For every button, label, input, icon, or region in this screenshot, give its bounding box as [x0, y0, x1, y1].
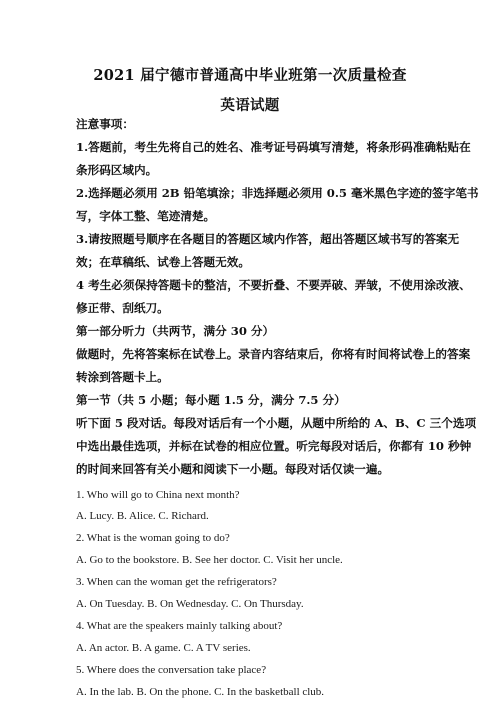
notice-3-line-1: 3.请按照题号顺序在各题目的答题区域内作答，超出答题区域书写的答案无: [76, 232, 460, 246]
part1-instruction-line-1: 做题时，先将答案标在试卷上。录音内容结束后，你将有时间将试卷上的答案: [76, 347, 471, 361]
notice-1-line-2: 条形码区域内。: [76, 163, 158, 177]
question-3: 3. When can the woman get the refrigerators?: [76, 576, 277, 588]
section1-instruction-line-1: 听下面 5 段对话。每段对话后有一个小题，从题中所给的 A、B、C 三个选项: [76, 416, 477, 430]
section1-heading: 第一节（共 5 小题；每小题 1.5 分，满分 7.5 分）: [76, 393, 346, 407]
notice-1-line-1: 1.答题前，考生先将自己的姓名、准考证号码填写清楚，将条形码准确粘贴在: [76, 140, 471, 154]
part1-heading: 第一部分听力（共两节，满分 30 分）: [76, 324, 275, 338]
question-3-options: A. On Tuesday. B. On Wednesday. C. On Thursday.: [76, 598, 304, 610]
notice-2-line-1: 2.选择题必须用 2B 铅笔填涂；非选择题必须用 0.5 毫米黑色字迹的签字笔书: [76, 186, 479, 200]
question-4: 4. What are the speakers mainly talking about?: [76, 620, 283, 632]
notice-3-line-2: 效；在草稿纸、试卷上答题无效。: [76, 255, 250, 269]
notice-heading: 注意事项：: [76, 117, 134, 131]
notice-2-line-2: 写，字体工整、笔迹清楚。: [76, 209, 216, 223]
question-2: 2. What is the woman going to do?: [76, 532, 230, 544]
notice-4-line-1: 4 考生必须保持答题卡的整洁，不要折叠、不要弄破、弄皱，不使用涂改液、: [76, 278, 471, 292]
section1-instruction-line-3: 的时间来回答有关小题和阅读下一小题。每段对话仅读一遍。: [76, 462, 390, 476]
question-5: 5. Where does the conversation take place?: [76, 664, 267, 676]
exam-title: 2021 届宁德市普通高中毕业班第一次质量检查: [93, 67, 407, 84]
question-1: 1. Who will go to China next month?: [76, 489, 240, 501]
part1-instruction-line-2: 转涂到答题卡上。: [76, 370, 169, 384]
exam-subtitle: 英语试题: [220, 97, 280, 114]
question-1-options: A. Lucy. B. Alice. C. Richard.: [76, 510, 209, 522]
question-4-options: A. An actor. B. A game. C. A TV series.: [76, 642, 251, 654]
question-5-options: A. In the lab. B. On the phone. C. In the basketball club.: [76, 686, 325, 698]
notice-4-line-2: 修正带、刮纸刀。: [76, 301, 169, 315]
question-2-options: A. Go to the bookstore. B. See her doctor. C. Visit her uncle.: [76, 554, 343, 566]
section1-instruction-line-2: 中选出最佳选项，并标在试卷的相应位置。听完每段对话后，你都有 10 秒钟: [76, 439, 472, 453]
